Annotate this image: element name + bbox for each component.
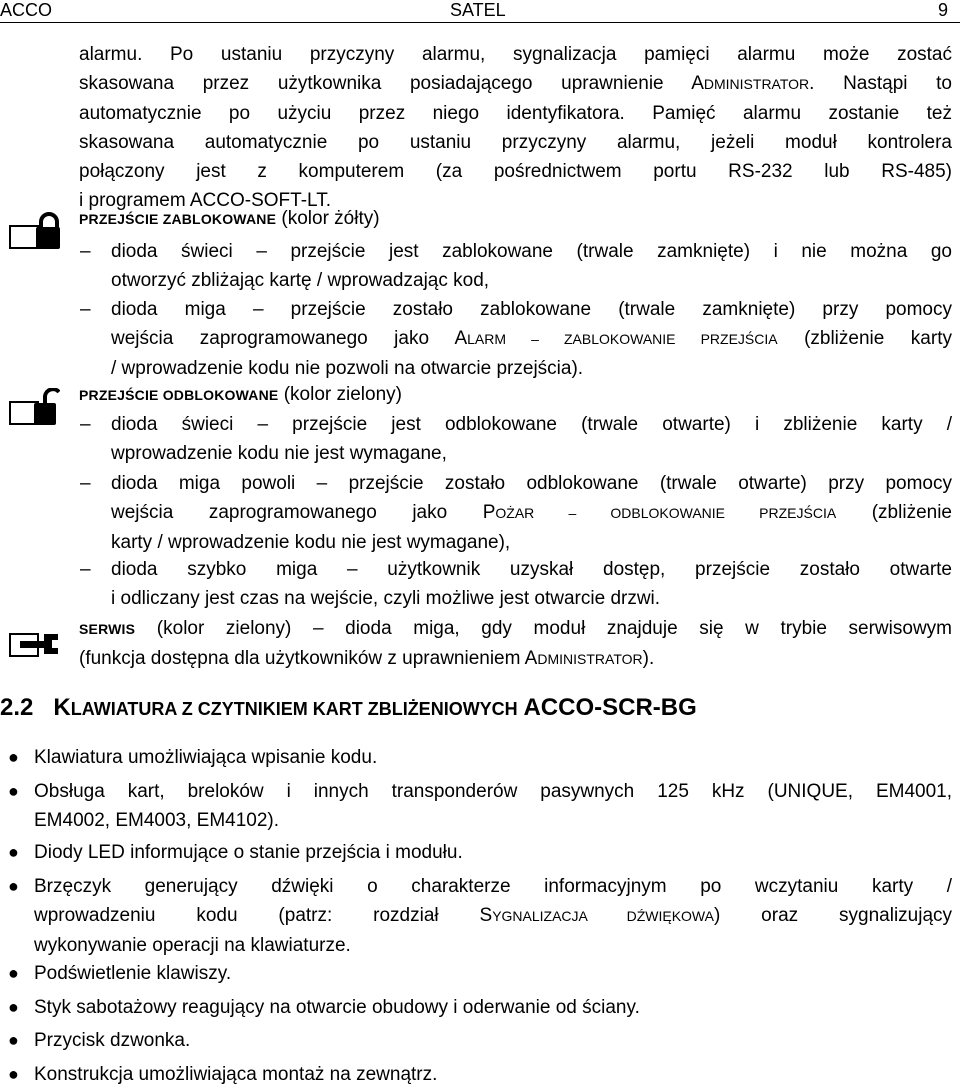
dash-marker: –	[80, 473, 91, 494]
locked-item-1	[0, 237, 952, 295]
item-text: wejścia zaprogramowanego jako A	[111, 328, 468, 349]
service-text: ).	[642, 648, 655, 669]
intro-line: i programem ACCO-SOFT-LT.	[79, 190, 331, 211]
item-line: karty / wprowadzenie kodu nie jest wymagane),	[111, 532, 511, 553]
service-line	[79, 614, 952, 644]
locked-color: (kolor żółty)	[281, 208, 380, 229]
intro-line: automatycznie po użyciu przez niego identyfikatora. Pamięć alarmu zostanie też	[79, 103, 952, 124]
list-item	[0, 872, 952, 960]
bullet-marker: ●	[8, 876, 19, 896]
unlocked-item-3	[0, 555, 952, 613]
intro-text: skasowana przez użytkownika posiadającego uprawnienie A	[79, 73, 704, 94]
item-line: wykonywanie operacji na klawiaturze.	[34, 935, 351, 956]
item-line	[34, 901, 952, 931]
item-text: Konstrukcja umożliwiająca montaż na zewnątrz.	[34, 1064, 438, 1085]
item-line: Brzęczyk generujący dźwięki o charakterze informacyjnym po wczytaniu karty /	[34, 876, 952, 897]
item-line: i odliczany jest czas na wejście, czyli możliwe jest otwarcie drzwi.	[111, 588, 661, 609]
input-type-term: OŻAR – ODBLOKOWANIE PRZEJŚCIA	[495, 505, 837, 521]
item-line: EM4002, EM4003, EM4102).	[34, 810, 280, 831]
service-text: (kolor zielony) – dioda miga, gdy moduł znajduje się w trybie serwisowym	[156, 618, 952, 639]
item-text: ) oraz sygnalizujący	[713, 905, 953, 926]
item-line: dioda miga – przejście zostało zablokowane (trwale zamknięte) przy pomocy	[111, 299, 952, 320]
bullet-marker: ●	[8, 781, 19, 801]
item-text: Przycisk dzwonka.	[34, 1030, 191, 1051]
bullet-marker: ●	[8, 963, 19, 983]
intro-line: alarmu. Po ustaniu przyczyny alarmu, sygnalizacja pamięci alarmu może zostać	[79, 44, 952, 65]
list-item	[0, 959, 952, 988]
unlocked-heading-line	[79, 380, 402, 410]
dash-marker: –	[80, 559, 91, 580]
section-heading	[0, 694, 697, 722]
input-type-term: LARM – ZABLOKOWANIE PRZEJŚCIA	[467, 331, 778, 347]
item-text: wejścia zaprogramowanego jako P	[111, 502, 496, 523]
item-line: otworzyć zbliżając kartę / wprowadzając kod,	[111, 270, 490, 291]
bullet-marker: ●	[8, 997, 19, 1017]
bullet-marker: ●	[8, 1064, 19, 1084]
intro-line: połączony jest z komputerem (za pośrednictwem portu RS-232 lub RS-485)	[79, 161, 952, 182]
locked-section	[79, 204, 952, 234]
unlocked-item-2	[0, 469, 952, 557]
section-number: 2.2	[0, 694, 34, 721]
chapter-ref: YGNALIZACJA DŹWIĘKOWA	[492, 908, 714, 924]
service-line	[79, 644, 952, 674]
admin-term: DMINISTRATOR	[703, 76, 810, 92]
page-number: 9	[937, 0, 948, 20]
header-center: SATEL	[450, 0, 506, 20]
dash-marker: –	[80, 241, 91, 262]
item-line	[111, 498, 952, 528]
service-heading: SERWIS	[79, 621, 136, 637]
item-line: dioda świeci – przejście jest odblokowane (trwale otwarte) i zbliżenie karty /	[111, 414, 952, 435]
item-line	[111, 324, 952, 354]
header-left: ACCO	[0, 0, 53, 20]
intro-line: skasowana automatycznie po ustaniu przyczyny alarmu, jeżeli moduł kontrolera	[79, 132, 952, 153]
list-item	[0, 1026, 952, 1055]
list-item	[0, 838, 952, 867]
item-text: (zbliżenie karty	[777, 328, 952, 349]
bullet-marker: ●	[8, 842, 19, 862]
intro-text: . Nastąpi to	[809, 73, 953, 94]
dash-marker: –	[80, 299, 91, 320]
list-item	[0, 777, 952, 835]
list-item	[0, 743, 952, 772]
section-model: ACCO-SCR-BG	[523, 694, 697, 721]
item-text: (zbliżenie	[836, 502, 952, 523]
locked-heading-line	[79, 204, 952, 234]
locked-heading: PRZEJŚCIE ZABLOKOWANE	[79, 211, 277, 227]
page-header	[0, 0, 960, 23]
item-line: dioda miga powoli – przejście zostało odblokowane (trwale otwarte) przy pomocy	[111, 473, 952, 494]
section-title: LAWIATURA Z CZYTNIKIEM KART ZBLIŻENIOWYCH	[70, 699, 518, 719]
item-text: Podświetlenie klawiszy.	[34, 963, 232, 984]
bullet-marker: ●	[8, 1030, 19, 1050]
locked-item-2	[0, 295, 952, 383]
wrench-icon	[8, 622, 60, 664]
item-line: / wprowadzenie kodu nie pozwoli na otwarcie przejścia).	[111, 358, 584, 379]
admin-term: DMINISTRATOR	[537, 651, 643, 667]
item-text: Diody LED informujące o stanie przejścia i modułu.	[34, 842, 463, 863]
item-line: dioda szybko miga – użytkownik uzyskał dostęp, przejście zostało otwarte	[111, 559, 952, 580]
item-line: Obsługa kart, breloków i innych transponderów pasywnych 125 kHz (UNIQUE, EM4001,	[34, 781, 952, 802]
unlocked-item-1	[0, 410, 952, 468]
list-item	[0, 993, 952, 1022]
bullet-marker: ●	[8, 747, 19, 767]
item-text: wprowadzeniu kodu (patrz: rozdział S	[34, 905, 493, 926]
item-text: Klawiatura umożliwiająca wpisanie kodu.	[34, 747, 378, 768]
service-section	[79, 614, 952, 674]
item-line: dioda świeci – przejście jest zablokowane (trwale zamknięte) i nie można go	[111, 241, 952, 262]
intro-paragraph	[79, 40, 952, 215]
unlocked-color: (kolor zielony)	[283, 384, 402, 405]
dash-marker: –	[80, 414, 91, 435]
item-line: wprowadzenie kodu nie jest wymagane,	[111, 443, 447, 464]
item-text: Styk sabotażowy reagujący na otwarcie obudowy i oderwanie od ściany.	[34, 997, 640, 1018]
section-title-initial: K	[53, 694, 71, 721]
service-text: (funkcja dostępna dla użytkowników z uprawnieniem A	[79, 648, 538, 669]
intro-line	[79, 69, 952, 99]
unlocked-heading: PRZEJŚCIE ODBLOKOWANE	[79, 387, 279, 403]
